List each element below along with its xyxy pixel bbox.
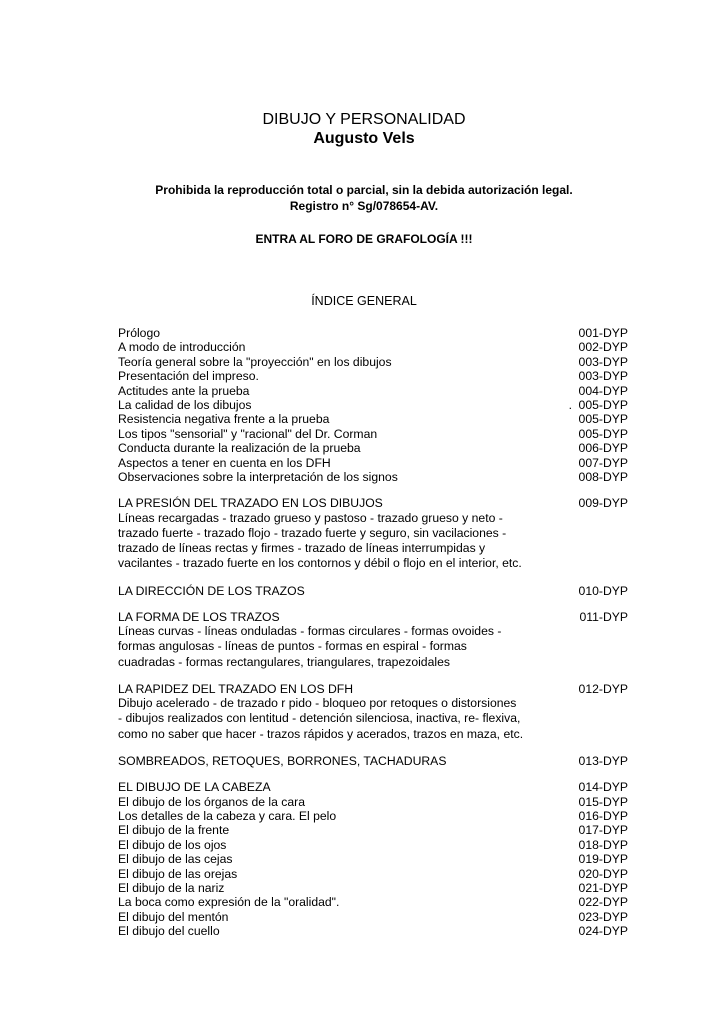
document-title: DIBUJO Y PERSONALIDAD	[262, 111, 466, 128]
index-title: ÍNDICE GENERAL	[311, 294, 417, 308]
toc-entry[interactable]	[118, 867, 628, 881]
toc-entry-title: El dibujo del cuello	[118, 924, 220, 939]
toc-section-description-line: trazado de líneas rectas y firmes - trazado de líneas interrumpidas y	[118, 541, 486, 556]
toc-entry-title: El dibujo de las orejas	[118, 866, 238, 881]
toc-section	[118, 682, 628, 742]
toc-section	[118, 326, 628, 484]
toc-entry-title: Conducta durante la realización de la prueba	[118, 441, 361, 456]
toc-entry-code: 020-DYP	[578, 866, 628, 881]
toc-entry-title: La boca como expresión de la "oralidad".	[118, 895, 340, 910]
toc-entry-code: 006-DYP	[578, 441, 628, 456]
toc-entry-title: LA DIRECCIÓN DE LOS TRAZOS	[118, 583, 305, 598]
toc-entry-title: El dibujo del mentón	[118, 909, 229, 924]
toc-entry-title: LA FORMA DE LOS TRAZOS	[118, 609, 280, 624]
toc-entry-code: 024-DYP	[578, 924, 628, 939]
toc-entry[interactable]	[118, 326, 628, 340]
toc-entry[interactable]	[118, 910, 628, 924]
toc-entry[interactable]	[118, 610, 628, 624]
toc-entry[interactable]	[118, 496, 628, 510]
toc-entry-title: SOMBREADOS, RETOQUES, BORRONES, TACHADURAS	[118, 753, 447, 768]
toc-entry[interactable]	[118, 823, 628, 837]
toc-entry[interactable]	[118, 441, 628, 455]
toc-entry[interactable]	[118, 895, 628, 909]
toc-entry[interactable]	[118, 780, 628, 794]
toc-entry-code: 010-DYP	[578, 583, 628, 598]
toc-section-description-line: como no saber que hacer - trazos rápidos y acerados, trazos en maza, etc.	[118, 726, 524, 741]
toc-entry[interactable]	[118, 584, 628, 598]
toc-section	[118, 496, 628, 571]
toc-entry-code: 003-DYP	[578, 369, 628, 384]
toc-section-description-line: vacilantes - trazado fuerte en los contornos y débil o flojo en el interior, etc.	[118, 556, 522, 571]
toc-section-description-line: Dibujo acelerado - de trazado r pido - bloqueo por retoques o distorsiones	[118, 696, 517, 711]
toc-entry-code: 016-DYP	[578, 809, 628, 824]
toc-entry[interactable]	[118, 384, 628, 398]
toc-section	[118, 584, 628, 598]
toc-entry[interactable]	[118, 795, 628, 809]
toc-entry-code: 005-DYP	[578, 426, 628, 441]
toc-section-description-line: cuadradas - formas rectangulares, triangulares, trapezoidales	[118, 654, 450, 669]
toc-entry-code: 009-DYP	[578, 496, 628, 511]
toc-entry-title: LA RAPIDEZ DEL TRAZADO EN LOS DFH	[118, 681, 354, 696]
toc-entry-code: 015-DYP	[578, 794, 628, 809]
toc-entry-title: Actitudes ante la prueba	[118, 383, 250, 398]
toc-entry[interactable]	[118, 924, 628, 938]
toc-entry-title: Teoría general sobre la "proyección" en los dibujos	[118, 354, 392, 369]
toc-entry-code: 003-DYP	[578, 354, 628, 369]
toc-entry-title: A modo de introducción	[118, 340, 246, 355]
toc-entry-code: 019-DYP	[578, 852, 628, 867]
toc-entry-title: Los tipos "sensorial" y "racional" del Dr. Corman	[118, 426, 378, 441]
toc-entry[interactable]	[118, 427, 628, 441]
toc-entry-title: El dibujo de la frente	[118, 823, 230, 838]
toc-entry-code: 002-DYP	[578, 340, 628, 355]
toc-entry-title: Observaciones sobre la interpretación de los signos	[118, 469, 398, 484]
toc-entry-code: 011-DYP	[579, 609, 628, 624]
toc-entry-title: La calidad de los dibujos	[118, 397, 252, 412]
document-author: Augusto Vels	[313, 130, 415, 147]
toc-entry-title: Los detalles de la cabeza y cara. El pelo	[118, 809, 337, 824]
toc-entry-title: Presentación del impreso.	[118, 369, 259, 384]
toc-section	[118, 780, 628, 938]
toc-entry[interactable]	[118, 456, 628, 470]
toc-entry-code: 022-DYP	[578, 895, 628, 910]
toc-entry[interactable]	[118, 369, 628, 383]
toc-entry-code: 005-DYP	[578, 412, 628, 427]
toc-section	[118, 610, 628, 670]
toc-entry-title: El dibujo de la nariz	[118, 881, 225, 896]
toc-entry-code: 001-DYP	[578, 326, 628, 340]
table-of-contents	[118, 326, 628, 951]
toc-entry-title: Aspectos a tener en cuenta en los DFH	[118, 455, 331, 470]
toc-entry-title: Prólogo	[118, 326, 161, 340]
toc-entry[interactable]	[118, 838, 628, 852]
toc-entry[interactable]	[118, 852, 628, 866]
toc-entry-dot: .	[568, 397, 572, 412]
toc-section-description-line: trazado fuerte - trazado flojo - trazado fuerte y seguro, sin vacilaciones -	[118, 525, 507, 540]
toc-entry-title: EL DIBUJO DE LA CABEZA	[118, 780, 271, 795]
toc-entry-title: Resistencia negativa frente a la prueba	[118, 412, 330, 427]
forum-link[interactable]: ENTRA AL FORO DE GRAFOLOGÍA !!!	[255, 232, 473, 246]
toc-section-description-line: - dibujos realizados con lentitud - detención silenciosa, inactiva, re- flexiva,	[118, 711, 521, 726]
toc-entry-title: El dibujo de los órganos de la cara	[118, 794, 305, 809]
toc-entry-code: 021-DYP	[578, 881, 628, 896]
toc-entry-title: El dibujo de los ojos	[118, 837, 227, 852]
toc-entry[interactable]	[118, 470, 628, 484]
toc-entry-code: 005-DYP	[578, 397, 628, 412]
toc-entry-code: 014-DYP	[578, 780, 628, 795]
toc-entry-code: 004-DYP	[578, 383, 628, 398]
toc-entry-title: El dibujo de las cejas	[118, 852, 233, 867]
toc-section-description-line: Líneas recargadas - trazado grueso y pastoso - trazado grueso y neto -	[118, 510, 503, 525]
copyright-notice: Prohibida la reproducción total o parcial, sin la debida autorización legal.	[155, 183, 573, 197]
toc-entry[interactable]	[118, 881, 628, 895]
toc-entry-title: LA PRESIÓN DEL TRAZADO EN LOS DIBUJOS	[118, 496, 383, 511]
toc-section-description-line: formas angulosas - líneas de puntos - formas en espiral - formas	[118, 639, 467, 654]
toc-entry-code: 018-DYP	[578, 837, 628, 852]
toc-entry[interactable]	[118, 809, 628, 823]
toc-entry[interactable]	[118, 398, 628, 412]
toc-entry[interactable]	[118, 412, 628, 426]
toc-section-description-line: Líneas curvas - líneas onduladas - formas circulares - formas ovoides -	[118, 624, 502, 639]
toc-entry[interactable]	[118, 355, 628, 369]
registry-number: Registro n° Sg/078654-AV.	[289, 199, 439, 213]
toc-entry[interactable]	[118, 682, 628, 696]
toc-entry-code: 007-DYP	[578, 455, 628, 470]
toc-entry-code: 008-DYP	[578, 469, 628, 484]
toc-entry[interactable]	[118, 340, 628, 354]
toc-entry-code: 012-DYP	[578, 681, 628, 696]
toc-entry[interactable]	[118, 754, 628, 768]
toc-section	[118, 754, 628, 768]
toc-entry-code: 017-DYP	[578, 823, 628, 838]
toc-entry-code: 023-DYP	[578, 909, 628, 924]
toc-entry-code: 013-DYP	[578, 753, 628, 768]
